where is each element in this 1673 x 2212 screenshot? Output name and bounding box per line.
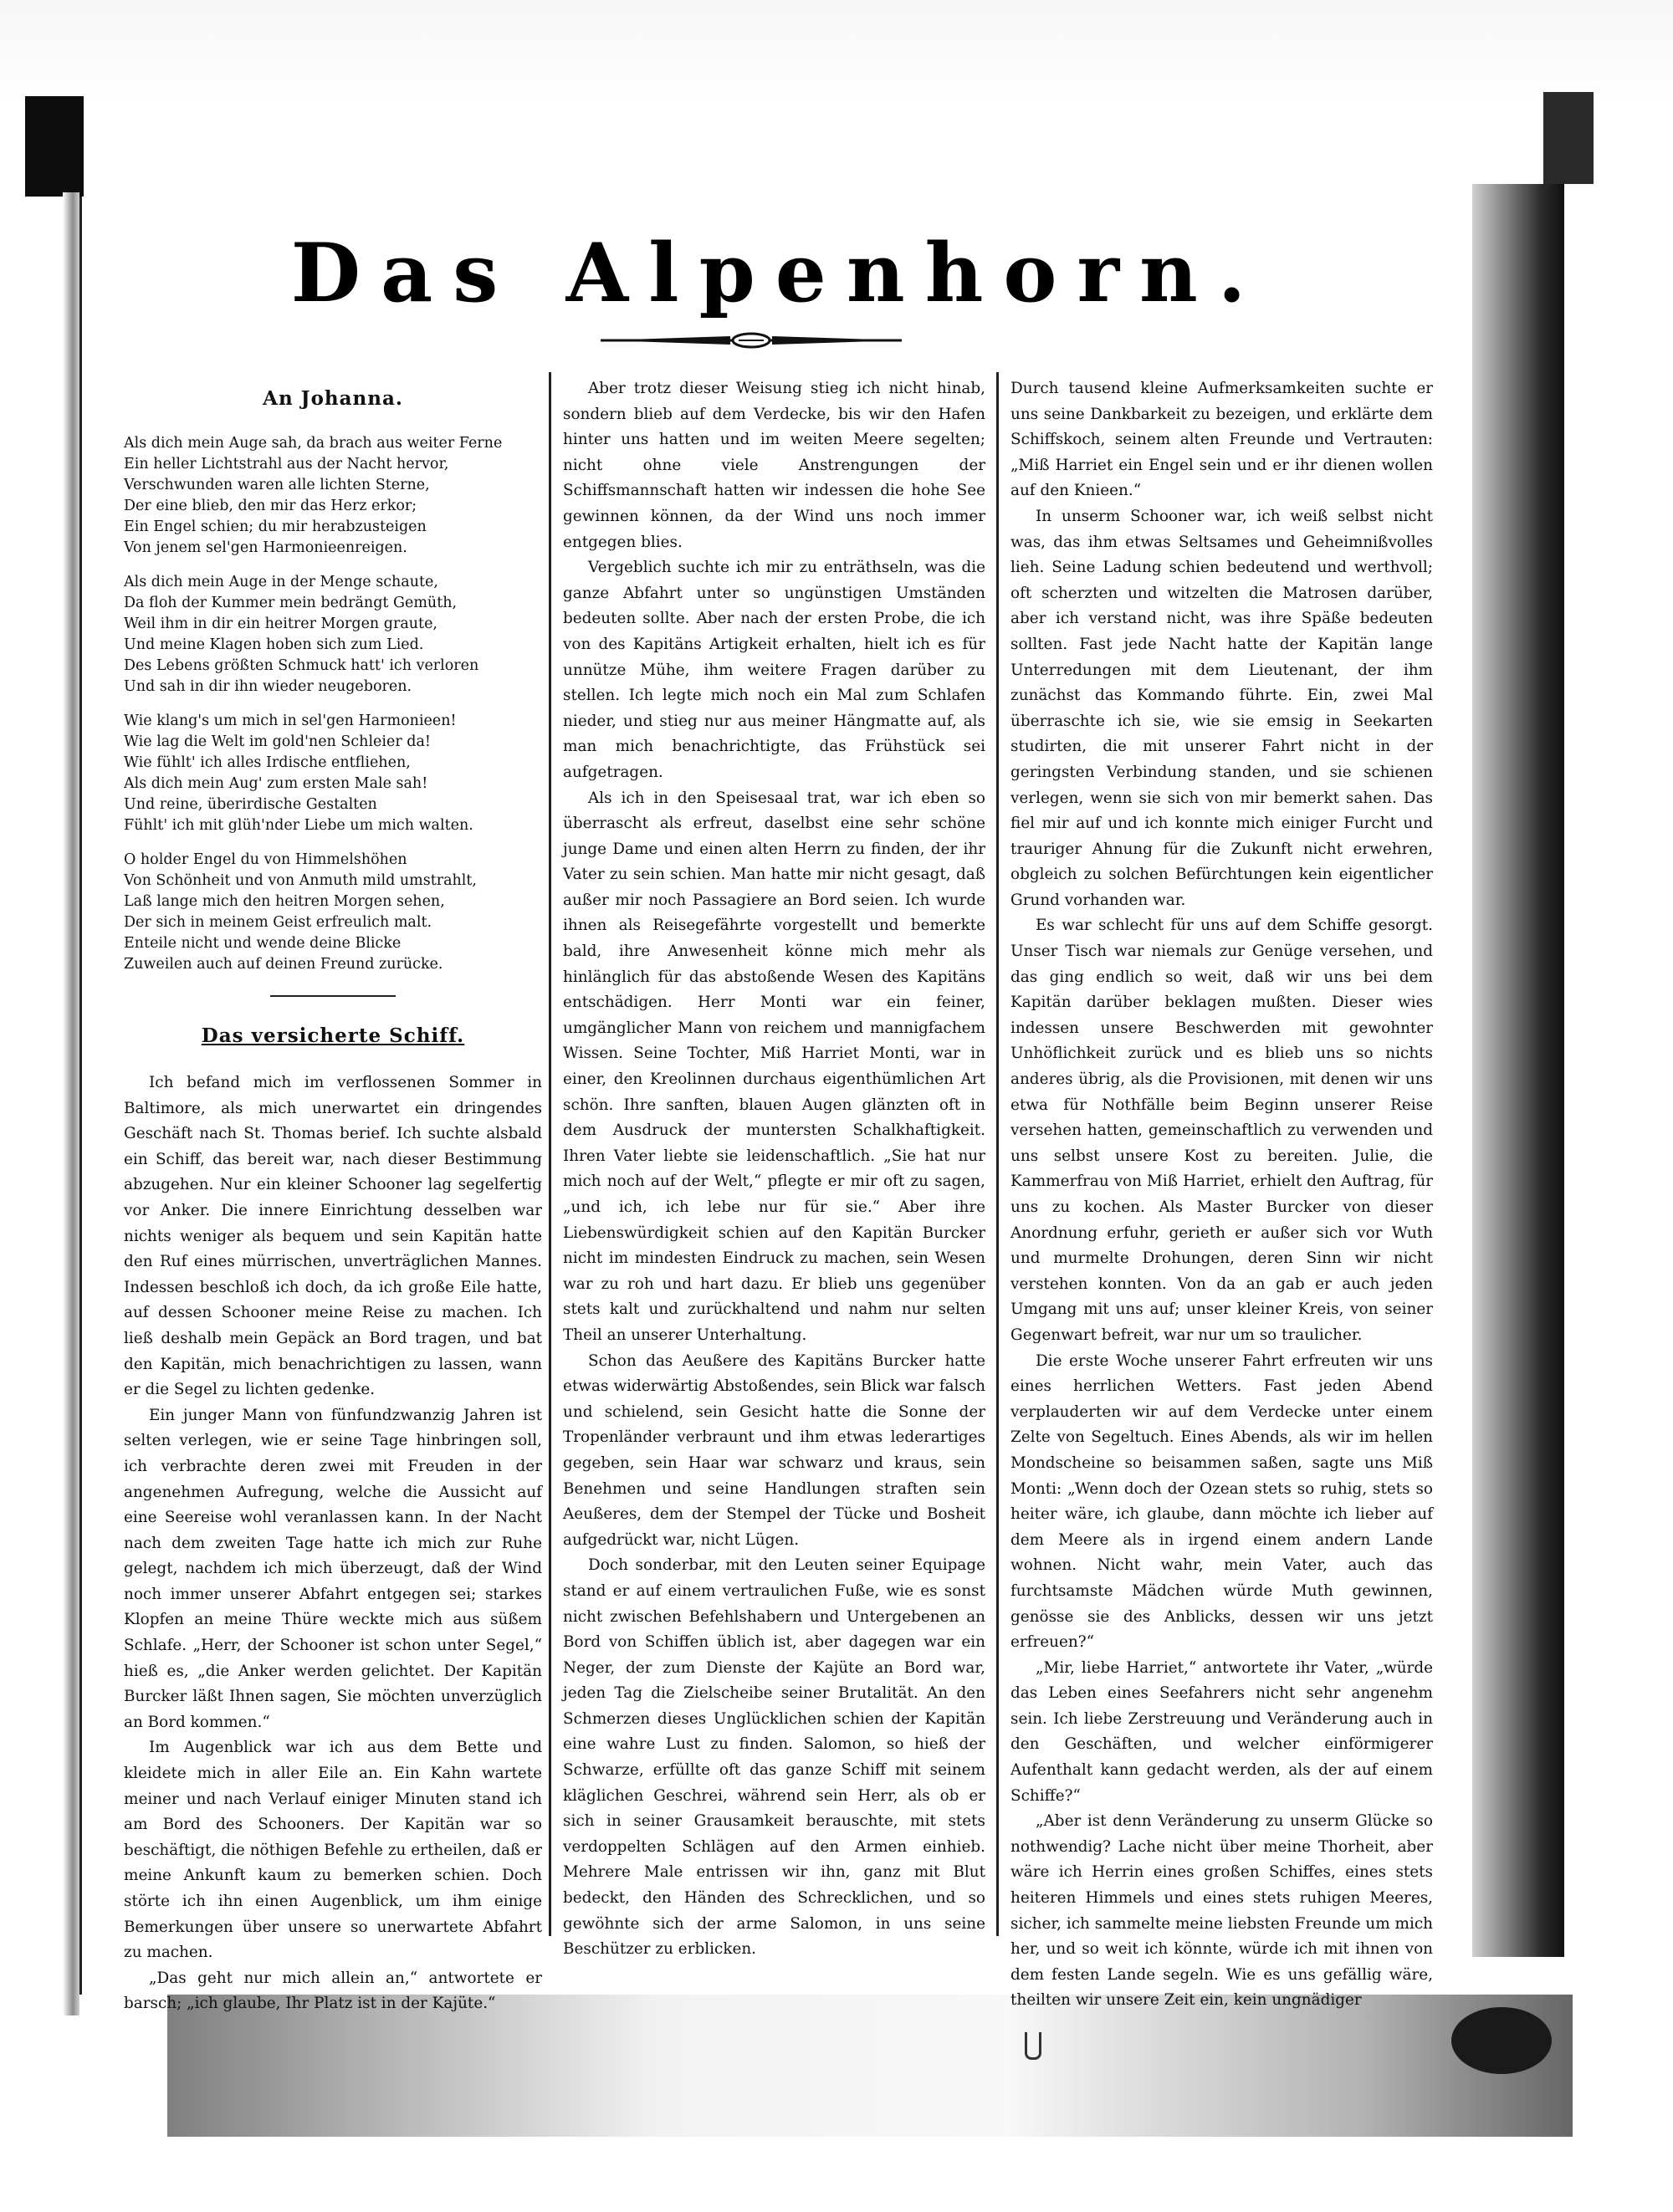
poem-line: Und reine, überirdische Gestalten bbox=[124, 796, 377, 813]
poem-line: Der eine blieb, den mir das Herz erkor; bbox=[124, 498, 417, 514]
scan-shadow-top-right bbox=[1543, 92, 1594, 184]
section-divider bbox=[270, 995, 396, 997]
poem-line: Des Lebens größten Schmuck hatt' ich verloren bbox=[124, 657, 479, 674]
masthead-ornament bbox=[596, 330, 906, 350]
column-1 bbox=[124, 376, 542, 2013]
poem-stanza bbox=[124, 572, 542, 697]
poem-line: Weil ihm in dir ein heitrer Morgen graute, bbox=[124, 616, 437, 632]
story-title: Das versicherte Schiff. bbox=[201, 1024, 465, 1047]
story-paragraph: Im Augenblick war ich aus dem Bette und kleidete mich in aller Eile an. Ein Kahn wartete meiner und nach Verlauf einiger Minuten stand ich am Bord des Schooners. Der Kapitän war so beschäftigt, die nöthigen Befehle zu ertheilen, daß er meine Ankunft kaum zu bemerken schien. Doch störte ich ihn einen Augenblick, um ihm einige Bemerkungen über unsere so unerwartete Abfahrt zu machen. bbox=[124, 1739, 542, 1962]
column-rule bbox=[549, 372, 551, 1936]
page-mark bbox=[1025, 2032, 1041, 2060]
poem-line: O holder Engel du von Himmelshöhen bbox=[124, 851, 407, 868]
story-paragraph: Schon das Aeußere des Kapitäns Burcker hatte etwas widerwärtig Abstoßendes, sein Blick war falsch und schielend, sein Gesicht hatte die Sonne der Tropenländer verbraunt und ihm etwas lederartiges gegeben, sein Haar war schwarz und kraus, sein Benehmen und seine Handlungen straften sein Aeußeres, dem der Stempel der Tücke und Bosheit aufgedrückt war, nicht Lügen. bbox=[563, 1351, 985, 1549]
masthead-title: Das Alpenhorn. bbox=[290, 226, 1266, 320]
poem-line: Ein Engel schien; du mir herabzusteigen bbox=[124, 519, 427, 535]
story-paragraph: In unserm Schooner war, ich weiß selbst nicht was, das ihm etwas Seltsames und Geheimnißvolles lieh. Seine Ladung schien bedeutend und werthvoll; oft scherzten und witzelten die Matrosen darüber, aber ich verstand nicht, was ihre Späße bedeuten sollten. Fast jede Nacht hatte der Kapitän lange Unterredungen mit dem Lieutenant, der ihm zunächst das Kommando führte. Ein, zwei Mal überraschte ich sie, wie sie emsig in Seekarten studirten, die mit unserer Fahrt nicht in der geringsten Verbindung standen, und sie schienen verlegen, wenn sie sich von mir bemerkt sahen. Das fiel mir auf und ich konnte mich einiger Furcht und trauriger Ahnung für die Zukunft nicht erwehren, obgleich zu solchen Befürchtungen kein eigentlicher Grund vorhanden war. bbox=[1010, 507, 1433, 909]
poem-title: An Johanna. bbox=[263, 387, 403, 410]
scan-background bbox=[0, 0, 1673, 100]
poem-line: Wie lag die Welt im gold'nen Schleier da! bbox=[124, 733, 431, 750]
column-3 bbox=[1010, 376, 1433, 2010]
story-paragraph: „Aber ist denn Veränderung zu unserm Glücke so nothwendig? Lache nicht über meine Thorheit, aber wäre ich Herrin eines großen Schiffes, eines stets heiteren Himmels und eines stets ruhigen Meeres, sicher, ich sammelte meine liebsten Freunde um mich her, und so weit ich könnte, würde ich mit ihnen von dem festen Lande segeln. Wie es uns gefällig wäre, theilten wir unsere Zeit ein, kein ungnädiger bbox=[1010, 1812, 1433, 2010]
poem-line: Verschwunden waren alle lichten Sterne, bbox=[124, 477, 430, 493]
story-paragraph: „Das geht nur mich allein an,“ antwortete er barsch; „ich glaube, Ihr Platz ist in der Kajüte.“ bbox=[124, 1969, 542, 2013]
story-paragraph: Durch tausend kleine Aufmerksamkeiten suchte er uns seine Dankbarkeit zu bezeigen, und erklärte dem Schiffskoch, seinem alten Freunde und Vertrauten: „Miß Harriet ein Engel sein und er ihr dienen wollen auf den Knieen.“ bbox=[1010, 380, 1433, 500]
story-paragraph: Vergeblich suchte ich mir zu enträthseln, was die ganze Abfahrt unter so ungünstigen Umständen bedeuten sollte. Aber nach der ersten Probe, die ich von des Kapitäns Artigkeit erhalten, hielt ich es für unnütze Mühe, ihm weitere Fragen darüber zu stellen. Ich legte mich noch ein Mal zum Schlafen nieder, und stieg nur aus meiner Hängmatte auf, als man mich benachrichtigte, das Frühstück sei aufgetragen. bbox=[563, 559, 985, 781]
story-paragraph: Ein junger Mann von fünfundzwanzig Jahren ist selten verlegen, wie er seine Tage hinbringen soll, ich verbrachte deren zwei mit Freuden in der angenehmen Aufregung, welche die Aussicht auf eine Seereise wohl veranlassen kann. In der Nacht nach dem zweiten Tage hatte ich mich zur Ruhe gelegt, nachdem ich mich überzeugt, daß der Wind noch immer unserer Abfahrt entgegen sei; starkes Klopfen an meine Thüre weckte mich aus süßem Schlafe. „Herr, der Schooner ist schon unter Segel,“ hieß es, „die Anker werden gelichtet. Der Kapitän Burcker läßt Ihnen sagen, Sie möchten unverzüglich an Bord kommen.“ bbox=[124, 1406, 542, 1731]
poem-line: Wie klang's um mich in sel'gen Harmonieen! bbox=[124, 713, 457, 729]
poem-line: Von Schönheit und von Anmuth mild umstrahlt, bbox=[124, 872, 477, 889]
scan-shadow-top-left bbox=[25, 96, 84, 197]
story-paragraph: Doch sonderbar, mit den Leuten seiner Equipage stand er auf einem vertraulichen Fuße, wie es sonst nicht zwischen Befehlshabern und Untergebenen an Bord von Schiffen üblich ist, aber dagegen war ein Neger, der zum Dienste der Kajüte an Bord war, jeden Tag die Zielscheibe seiner Brutalität. An den Schmerzen dieses Unglücklichen schien der Kapitän eine wahre Lust zu finden. Salomon, so hieß der Schwarze, erfüllte oft das ganze Schiff mit seinem kläglichen Geschrei, während sein Herr, als ob er sich in seiner Grausamkeit berauschte, mit stets verdoppelten Schlägen auf den Armen einhieb. Mehrere Male entrissen wir ihn, ganz mit Blut bedeckt, den Händen des Schrecklichen, und so gewöhnte sich der arme Salomon, in uns seine Beschützer zu erblicken. bbox=[563, 1556, 985, 1959]
poem-line: Laß lange mich den heitren Morgen sehen, bbox=[124, 893, 445, 910]
poem-line: Zuweilen auch auf deinen Freund zurücke. bbox=[124, 956, 443, 973]
story-paragraph: Aber trotz dieser Weisung stieg ich nicht hinab, sondern blieb auf dem Verdecke, bis wir den Hafen hinter uns hatten und im weiten Meere segelten; nicht ohne viele Anstrengungen der Schiffsmannschaft hatten wir indessen die hohe See gewinnen können, da der Wind uns noch immer entgegen blies. bbox=[563, 380, 985, 551]
poem-line: Enteile nicht und wende deine Blicke bbox=[124, 935, 402, 952]
poem bbox=[124, 433, 542, 975]
story-paragraph: Als ich in den Speisesaal trat, war ich eben so überrascht als erfreut, daselbst eine sehr schöne junge Dame und einen alten Herrn zu finden, der ihr Vater zu sein schien. Man hatte mir nicht gesagt, daß außer mir noch Passagiere an Bord seien. Ich wurde ihnen als Reisegefährte vorgestellt und bemerkte bald, ihre Anwesenheit könne mich mehr als hinlänglich für das abstoßende Wesen des Kapitäns entschädigen. Herr Monti war ein feiner, umgänglicher Mann von reichem und mannigfachem Wissen. Seine Tochter, Miß Harriet Monti, war in einer, den Kreolinnen durchaus eigenthümlichen Art schön. Ihre sanften, blauen Augen glänzten oft in dem Ausdruck der muntersten Schalkhaftigkeit. Ihren Vater liebte sie leidenschaftlich. „Sie hat nur mich noch auf der Welt,“ pflegte er mir oft zu sagen, „und ich, ich lebe nur für sie.“ Aber ihre Liebenswürdigkeit schien auf den Kapitän Burcker nicht im mindesten Eindruck zu machen, sein Wesen war zu roh und hart dazu. Er blieb uns gegenüber stets kalt und zurückhaltend und nahm nur selten Theil an unserer Unterhaltung. bbox=[563, 789, 985, 1344]
page-left-edge-shadow bbox=[63, 192, 79, 2015]
poem-line: Der sich in meinem Geist erfreulich malt. bbox=[124, 914, 432, 931]
poem-stanza bbox=[124, 433, 542, 559]
column-rule bbox=[996, 372, 999, 1936]
poem-stanza bbox=[124, 850, 542, 975]
poem-line: Ein heller Lichtstrahl aus der Nacht hervor, bbox=[124, 456, 449, 473]
poem-line: Von jenem sel'gen Harmonieenreigen. bbox=[124, 539, 407, 556]
story-paragraph: Es war schlecht für uns auf dem Schiffe gesorgt. Unser Tisch war niemals zur Genüge versehen, und das ging endlich so weit, daß wir uns bei dem Kapitän darüber beklagen mußten. Dieser wies indessen unsere Beschwerden mit gewohnter Unhöflichkeit zurück und es blieb uns so nichts anderes übrig, als die Provisionen, mit denen wir uns etwa für Nothfälle beim Beginn unserer Reise versehen hatten, gemeinschaftlich zu verwenden und uns selbst unsere Kost zu bereiten. Julie, die Kammerfrau von Miß Harriet, erhielt den Auftrag, für uns zu kochen. Als Master Burcker von dieser Anordnung erfuhr, gerieth er außer sich vor Wuth und murmelte Drohungen, deren Sinn wir nicht verstehen konnten. Von da an gab er auch jeden Umgang mit uns auf; unser kleiner Kreis, von seiner Gegenwart befreit, war nur um so traulicher. bbox=[1010, 917, 1433, 1344]
column-2 bbox=[563, 376, 985, 1959]
poem-line: Und sah in dir ihn wieder neugeboren. bbox=[124, 678, 412, 695]
story-paragraph: Ich befand mich im verflossenen Sommer in Baltimore, als mich unerwartet ein dringendes Geschäft nach St. Thomas berief. Ich suchte alsbald ein Schiff, das bereit war, nach dieser Bestimmung abzugehen. Nur ein kleiner Schooner lag segelfertig vor Anker. Die innere Einrichtung desselben war nichts weniger als bequem und sein Kapitän hatte den Ruf eines mürrischen, unverträglichen Mannes. Indessen beschloß ich doch, da ich große Eile hatte, auf dessen Schooner meine Reise zu machen. Ich ließ deshalb mein Gepäck an Bord tragen, und bat den Kapitän, mich benachrichtigen zu lassen, wann er die Segel zu lichten gedenke. bbox=[124, 1074, 542, 1399]
poem-line: Als dich mein Auge sah, da brach aus weiter Ferne bbox=[124, 435, 503, 452]
poem-line: Als dich mein Aug' zum ersten Male sah! bbox=[124, 775, 428, 792]
newspaper-page bbox=[79, 197, 1475, 2013]
poem-line: Wie fühlt' ich alles Irdische entfliehen, bbox=[124, 754, 411, 771]
poem-stanza bbox=[124, 711, 542, 836]
poem-line: Fühlt' ich mit glüh'nder Liebe um mich walten. bbox=[124, 817, 473, 834]
poem-line: Als dich mein Auge in der Menge schaute, bbox=[124, 574, 438, 590]
story-paragraph: „Mir, liebe Harriet,“ antwortete ihr Vater, „würde das Leben eines Seefahrers nicht sehr angenehm sein. Ich liebe Zerstreuung und Veränderung auch in den Geschäften, und welcher einförmigerer Aufenthalt kann gedacht werden, als der auf einem Schiffe?“ bbox=[1010, 1658, 1433, 1805]
page-right-edge-shadow bbox=[1472, 184, 1564, 1957]
story-paragraph: Die erste Woche unserer Fahrt erfreuten wir uns eines herrlichen Wetters. Fast jeden Abend verplauderten wir auf dem Verdecke unter einem Zelte von Segeltuch. Eines Abends, als wir im hellen Mondscheine so beisammen saßen, sagte uns Miß Monti: „Wenn doch der Ozean stets so ruhig, stets so heiter wäre, ich glaube, dann möchte ich lieber auf dem Meere als in irgend einem andern Lande wohnen. Nicht wahr, mein Vater, auch das furchtsamste Mädchen würde Muth gewinnen, genösse sie des Anblicks, dessen wir uns jetzt erfreuen?“ bbox=[1010, 1351, 1433, 1652]
ink-blot bbox=[1451, 2007, 1552, 2074]
poem-line: Da floh der Kummer mein bedrängt Gemüth, bbox=[124, 595, 458, 611]
poem-line: Und meine Klagen hoben sich zum Lied. bbox=[124, 636, 424, 653]
